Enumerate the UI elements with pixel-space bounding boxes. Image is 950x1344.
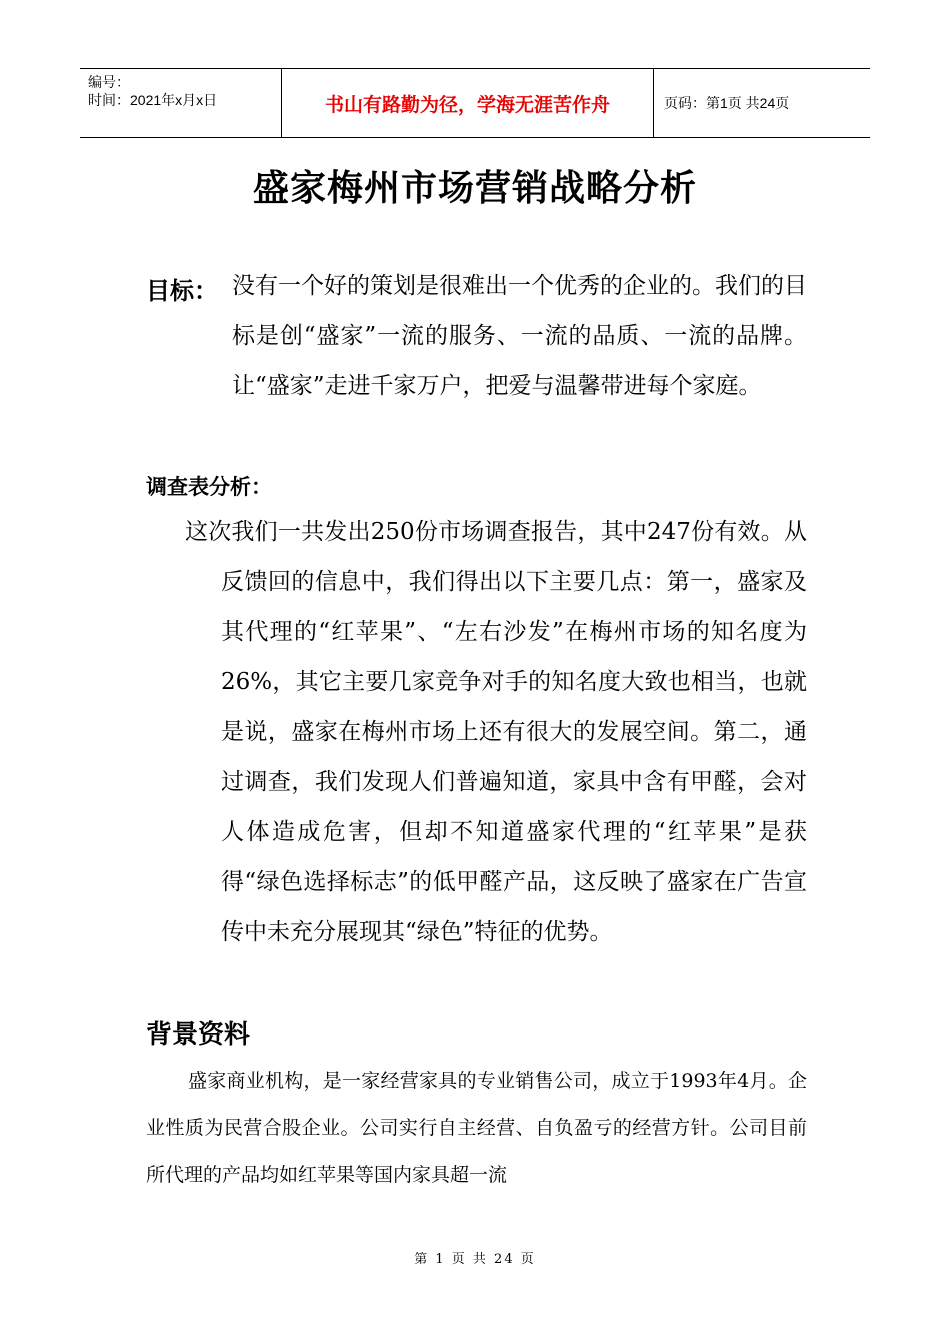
page-footer: 第 1 页 共 24 页: [414, 1252, 536, 1267]
goal-paragraph: 没有一个好的策划是很难出一个优秀的企业的。我们的目标是创“盛家”一流的服务、一流的品质、一流的品牌。让“盛家”走进千家万户，把爱与温馨带进每个家庭。: [232, 273, 807, 399]
background-label: 背景资料: [146, 1020, 251, 1050]
survey-paragraph: 这次我们一共发出250份市场调查报告，其中247份有效。从反馈回的信息中，我们得出以下主要几点：第一，盛家及其代理的“红苹果”、“左右沙发”在梅州市场的知名度为26%，其它主要几家竞争对手的知名度大致也相当，也就是说，盛家在梅州市场上还有很大的发展空间。第二，通过调查，我们发现人们普遍知道，家具中含有甲醛，会对人体造成危害，但却不知道盛家代理的“红苹果”是获得“绿色选择标志”的低甲醛产品，这反映了盛家在广告宣传中未充分展现其“绿色”特征的优势。: [185, 519, 807, 945]
number-label: 编号：: [88, 74, 130, 90]
document-header: [80, 68, 870, 138]
background-paragraph: 盛家商业机构，是一家经营家具的专业销售公司，成立于1993年4月。企业性质为民营合股企业。公司实行自主经营、自负盈亏的经营方针。公司目前所代理的产品均如红苹果等国内家具超一流: [146, 1070, 807, 1186]
header-motto: 书山有路勤为径，学海无涯苦作舟: [282, 69, 654, 137]
page-title: 盛家梅州市场营销战略分析: [252, 168, 697, 209]
goal-label: 目标：: [146, 277, 218, 305]
time-label: 时间：2021年x月x日: [88, 92, 218, 108]
header-meta: [80, 69, 282, 137]
survey-label: 调查表分析：: [146, 475, 272, 499]
header-page-info: 页码：第1页 共24页: [664, 95, 790, 111]
